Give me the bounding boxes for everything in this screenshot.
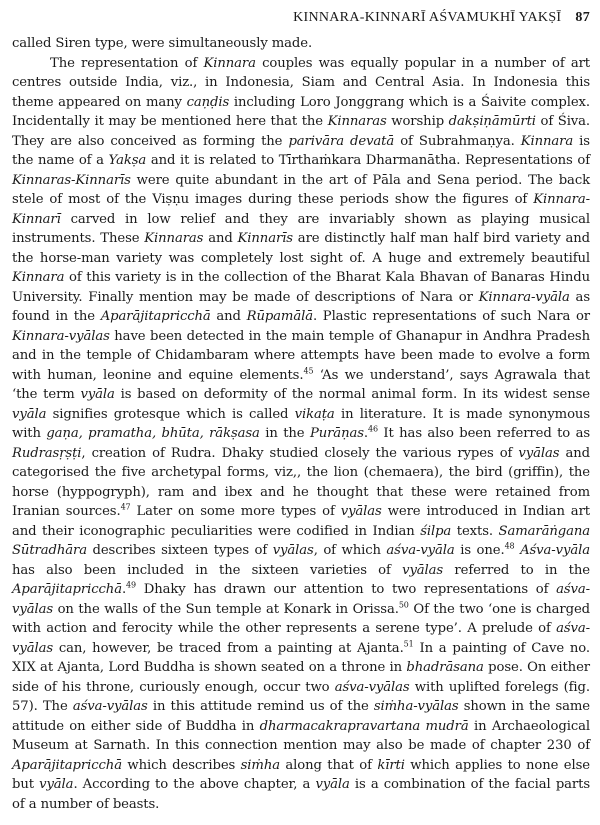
footnote-ref: 50 (398, 600, 409, 610)
italic-term: vyālas (518, 445, 560, 461)
italic-term: Aparājitapricchā (12, 757, 122, 773)
italic-term: Kinnarīs (237, 231, 293, 246)
running-title: KINNARA-KINNARĪ AŚVAMUKHĪ YAKṢĪ (293, 10, 562, 25)
italic-term: Kinnara-Kinnarī (12, 192, 590, 227)
italic-term: bhadrāsana (406, 660, 484, 675)
footnote-ref: 49 (126, 580, 137, 590)
italic-term: Kinnaras-Kinnarīs (12, 172, 131, 188)
italic-term: Aparājitapricchā (12, 582, 122, 597)
italic-term: dharmacakrapravartana mudrā (259, 718, 469, 734)
italic-term: śilpa (420, 523, 452, 539)
italic-term: Aśva-vyāla (520, 543, 590, 558)
paragraph-1: called Siren type, were simultaneously made. (12, 36, 313, 51)
italic-term: vikaṭa (294, 406, 335, 422)
italic-term: Kinnara-vyāla (478, 289, 570, 305)
italic-term: Kinnara (12, 270, 65, 285)
italic-term: Rudrasṛṣṭi (12, 445, 82, 461)
italic-term: Kinnara (203, 55, 256, 71)
italic-term: vyālas (272, 543, 314, 558)
italic-term: parivāra devatā (288, 133, 395, 149)
footnote-ref: 47 (120, 502, 131, 512)
italic-term: vyāla (315, 777, 350, 792)
italic-term: Samarāṅgana Sūtradhāra (12, 523, 590, 558)
footnote-ref: 45 (303, 366, 314, 376)
italic-term: aśva-vyālas (12, 582, 590, 617)
italic-term: Aparājitapricchā (100, 309, 211, 324)
page-number: 87 (575, 10, 590, 25)
italic-term: vyāla (12, 406, 47, 422)
paragraph-2: The representation of Kinnara couples was equally popular in a number of art centres outside India, viz., in Indonesia, Siam and Central Asia. In Indonesia this theme appeared on many caṇḍis including Loro Jonggrang which is a Śaivite complex. Incidentally it may be mentioned here that the Kinnaras worship dakṣiṇāmūrti of Śiva. They are also conceived as forming the parivāra devatā of Subrahmaṇya. Kinnara is the name of a Yakṣa and it is related to Tīrthaṁkara Dharmanātha. Representations of Kinnaras-Kinnarīs were quite abundant in the art of Pāla and Sena period. The back stele of most of the Viṣṇu images during these periods show the figures of Kinnara-Kinnarī carved in low relief and they are invariably shown as playing musical instruments. These Kinnaras and Kinnarīs are distinctly half man half bird variety and the horse-man variety was completely lost sight of. A huge and extremely beautiful Kinnara of this variety is in the collection of the Bharat Kala Bhavan of Banaras Hindu University. Finally mention may be made of descriptions of Nara or Kinnara-vyāla as found in the Aparājitapricchā and Rūpamālā. Plastic representations of such Nara or Kinnara-vyālas have been detected in the main temple of Ghanapur in Andhra Pradesh and in the temple of Chidambaram where attempts have been made to evolve a form with human, leonine and equine elements.$^{45}$ ‘As we understand’, says Agrawala that ‘the term vyāla is based on deformity of the normal animal form. In its widest sense vyāla signifies grotesque which is called vikaṭa in literature. It is made synonymous with gaṇa, pramatha, bhūta, rākṣasa in the Purāṇas.$^{46}$ It has also been referred to as Rudrasṛṣṭi, creation of Rudra. Dhaky studied closely the various rypes of vyālas and categorised the five archetypal forms, viz,, the lion (chemaera), the bird (griffin), the horse (hyppogryph), ram and ibex and he thought that these were retained from Iranian sources.$^{47}$ Later on some more types of vyālas were introduced in Indian art and their iconographic peculiarities were codified in Indian śilpa texts. Samarāṅgana Sūtradhāra describes sixteen types of vyālas, of which aśva-vyāla is one.$^{48}$ Aśva-vyāla has also been included in the sixteen varieties of vyālas referred to in the Aparājitapricchā.$^{49}$ Dhaky has drawn our attention to two representations of aśva-vyālas on the walls of the Sun temple at Konark in Orissa.$^{50}$ Of the two ‘one is charged with action and ferocity while the other represents a serene type’. A prelude of aśva-vyālas can, however, be traced from a painting at Ajanta.$^{51}$ In a painting of Cave no. XIX at Ajanta, Lord Buddha is shown seated on a throne in bhadrāsana pose. On either side of his throne, curiously enough, occur two aśva-vyālas with uplifted forelegs (fig. 57). The aśva-vyālas in this attitude remind us of the siṁha-vyālas shown in the same attitude on either side of Buddha in dharmacakrapravartana mudrā in Archaeological Museum at Sarnath. In this connection mention may also be made of chapter 230 of Aparājitapricchā which describes siṁha along that of kīrti which applies to none else but vyāla. According to the above chapter, a vyāla is a combination of the facial parts of a number of beasts. (12, 55, 591, 812)
italic-term: vyālas (402, 562, 444, 578)
italic-term: Kinnaras (327, 114, 387, 129)
italic-term: dakṣiṇāmūrti (448, 114, 536, 129)
italic-term: caṇḍis (186, 94, 230, 110)
italic-term: siṁha-vyālas (373, 699, 459, 714)
italic-term: aśva-vyālas (334, 679, 410, 695)
italic-term: Kinnaras (144, 231, 204, 246)
italic-term: gaṇa, pramatha, bhūta, rākṣasa (46, 426, 260, 441)
italic-term: aśva-vyāla (386, 543, 455, 558)
footnote-ref: 51 (403, 639, 414, 649)
italic-term: Rūpamālā (246, 309, 313, 324)
running-header (12, 10, 590, 30)
footnote-ref: 48 (504, 541, 515, 551)
italic-term: Kinnara (520, 133, 574, 149)
body-text (12, 34, 590, 814)
italic-term: aśva-vyālas (72, 699, 148, 714)
italic-term: Purāṇas (309, 426, 364, 441)
italic-term: Yakṣa (108, 153, 147, 168)
italic-term: Kinnara-vyālas (12, 328, 110, 344)
italic-term: vyālas (340, 504, 382, 519)
italic-term: kīrti (377, 757, 405, 773)
italic-term: vyāla (80, 387, 115, 402)
italic-term: aśva-vyālas (12, 621, 590, 656)
italic-term: vyāla (39, 777, 74, 792)
italic-term: siṁha (240, 757, 280, 773)
footnote-ref: 46 (368, 424, 378, 434)
